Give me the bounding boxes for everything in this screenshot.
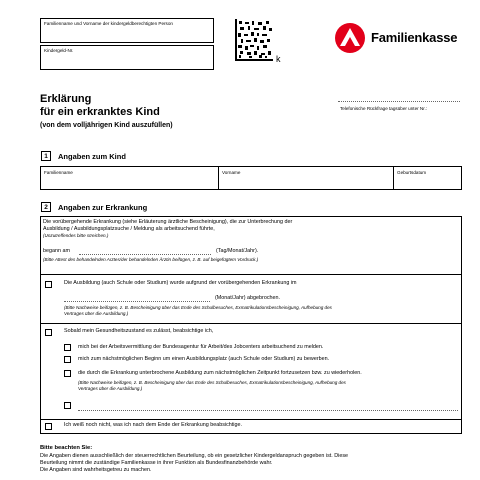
intro-line2: Ausbildung / Ausbildungsplatzsuche / Meldung als arbeitsuchend führte, <box>43 226 215 232</box>
divider <box>40 419 462 420</box>
divider <box>40 323 462 324</box>
began-suffix: (Tag/Monat/Jahr). <box>216 248 259 254</box>
section2-number: 2 <box>41 202 51 212</box>
sub-c-label: die durch die Erkrankung unterbrochene Ausbildung zum nächstmöglichen Zeitpunkt fortzusetzen bzw. zu wiederholen. <box>78 370 362 376</box>
divider <box>218 167 219 189</box>
parent-name-field[interactable] <box>40 18 214 43</box>
sub-a-checkbox[interactable] <box>64 344 71 351</box>
opt1-note1: (Bitte Nachweise beifügen, z. B. Bescheinigung über das Ende des Schulbesuches, Exmatrikulationsbescheinigung, Aufhebung des <box>64 305 332 310</box>
opt2-checkbox[interactable] <box>45 329 52 336</box>
bundesagentur-logo-icon <box>334 22 366 54</box>
divider <box>393 167 394 189</box>
began-date-input[interactable] <box>79 254 211 255</box>
began-label: begann am <box>43 248 70 254</box>
notes-line3: Die Angaben sind wahrheitsgetreu zu machen. <box>40 467 152 473</box>
child-surname-field[interactable]: Familienname <box>44 170 73 175</box>
child-data-row <box>40 166 462 190</box>
sub-other-input[interactable] <box>78 410 458 411</box>
title-line1: Erklärung <box>40 93 92 105</box>
opt3-checkbox[interactable] <box>45 423 52 430</box>
title-line2: für ein erkranktes Kind <box>40 106 160 118</box>
logo-text: Familienkasse <box>371 30 458 45</box>
sub-c-note2: Vertrages über die Ausbildung.) <box>78 386 143 391</box>
phone-label: Telefonische Rückfrage tagsüber unter Nr.: <box>340 106 428 111</box>
child-firstname-field[interactable]: Vorname <box>222 170 241 175</box>
section1-number: 1 <box>41 151 51 161</box>
sub-other-checkbox[interactable] <box>64 402 71 409</box>
kindergeld-nr-label: Kindergeld-Nr. <box>44 48 74 53</box>
section2-title: Angaben zur Erkrankung <box>58 203 148 212</box>
kindergeld-nr-field[interactable] <box>40 45 214 70</box>
sub-c-note1: (Bitte Nachweise beifügen, z. B. Bescheinigung über das Ende des Schulbesuches, Exmatrikulationsbescheinigung, Aufhebung des <box>78 380 346 385</box>
title-subtitle: (von dem volljährigen Kind auszufüllen) <box>40 122 173 129</box>
notes-line1: Die Angaben dienen ausschließlich der steuerrechtlichen Beurteilung, ob ein gesetzlicher Kindergeldanspruch gegeben ist. Diese <box>40 453 349 459</box>
opt1-date-input[interactable] <box>64 301 210 302</box>
sub-a-label: mich bei der Arbeitsvermittlung der Bundesagentur für Arbeit/des Jobcenters arbeitsuchend zu melden. <box>78 344 324 350</box>
opt2-label: Sobald mein Gesundheitszustand es zulässt, beabsichtige ich, <box>64 328 214 334</box>
section1-title: Angaben zum Kind <box>58 152 126 161</box>
attest-note: (Bitte Attest des behandelnden Arztes/der behandelnden Ärztin beifügen, z. B. auf beigefügtem Vordruck.) <box>43 257 259 262</box>
intro-line1: Die vorübergehende Erkrankung (siehe Erläuterung ärztliche Bescheinigung), die zur Unterbrechung der <box>43 219 293 225</box>
barcode-suffix: k <box>276 54 281 64</box>
notes-line2: Beurteilung nimmt die zuständige Familienkasse in ihrer Funktion als Bundesfinanzbehörde wahr. <box>40 460 273 466</box>
child-birthdate-field[interactable]: Geburtsdatum <box>397 170 427 175</box>
notes-heading: Bitte beachten Sie: <box>40 445 93 451</box>
opt1-suffix: (Monat/Jahr) abgebrochen. <box>215 295 281 301</box>
sub-b-checkbox[interactable] <box>64 356 71 363</box>
phone-line[interactable] <box>338 101 460 102</box>
divider <box>40 274 462 275</box>
data-matrix-barcode <box>235 19 273 61</box>
opt1-note2: Vertrages über die Ausbildung.) <box>64 311 129 316</box>
opt1-checkbox[interactable] <box>45 281 52 288</box>
sub-c-checkbox[interactable] <box>64 370 71 377</box>
sub-b-label: mich zum nächstmöglichen Beginn um einen Ausbildungsplatz (auch Schule oder Studium) zu bewerben. <box>78 356 330 362</box>
parent-name-label: Familienname und Vorname der kindergeldberechtigten Person <box>44 21 173 26</box>
opt1-line1: Die Ausbildung (auch Schule oder Studium) wurde aufgrund der vorübergehenden Erkrankung im <box>64 280 297 286</box>
opt3-label: Ich weiß noch nicht, was ich nach dem Ende der Erkrankung beabsichtige. <box>64 422 242 428</box>
intro-note: (Unzutreffendes bitte streichen.) <box>43 233 109 238</box>
